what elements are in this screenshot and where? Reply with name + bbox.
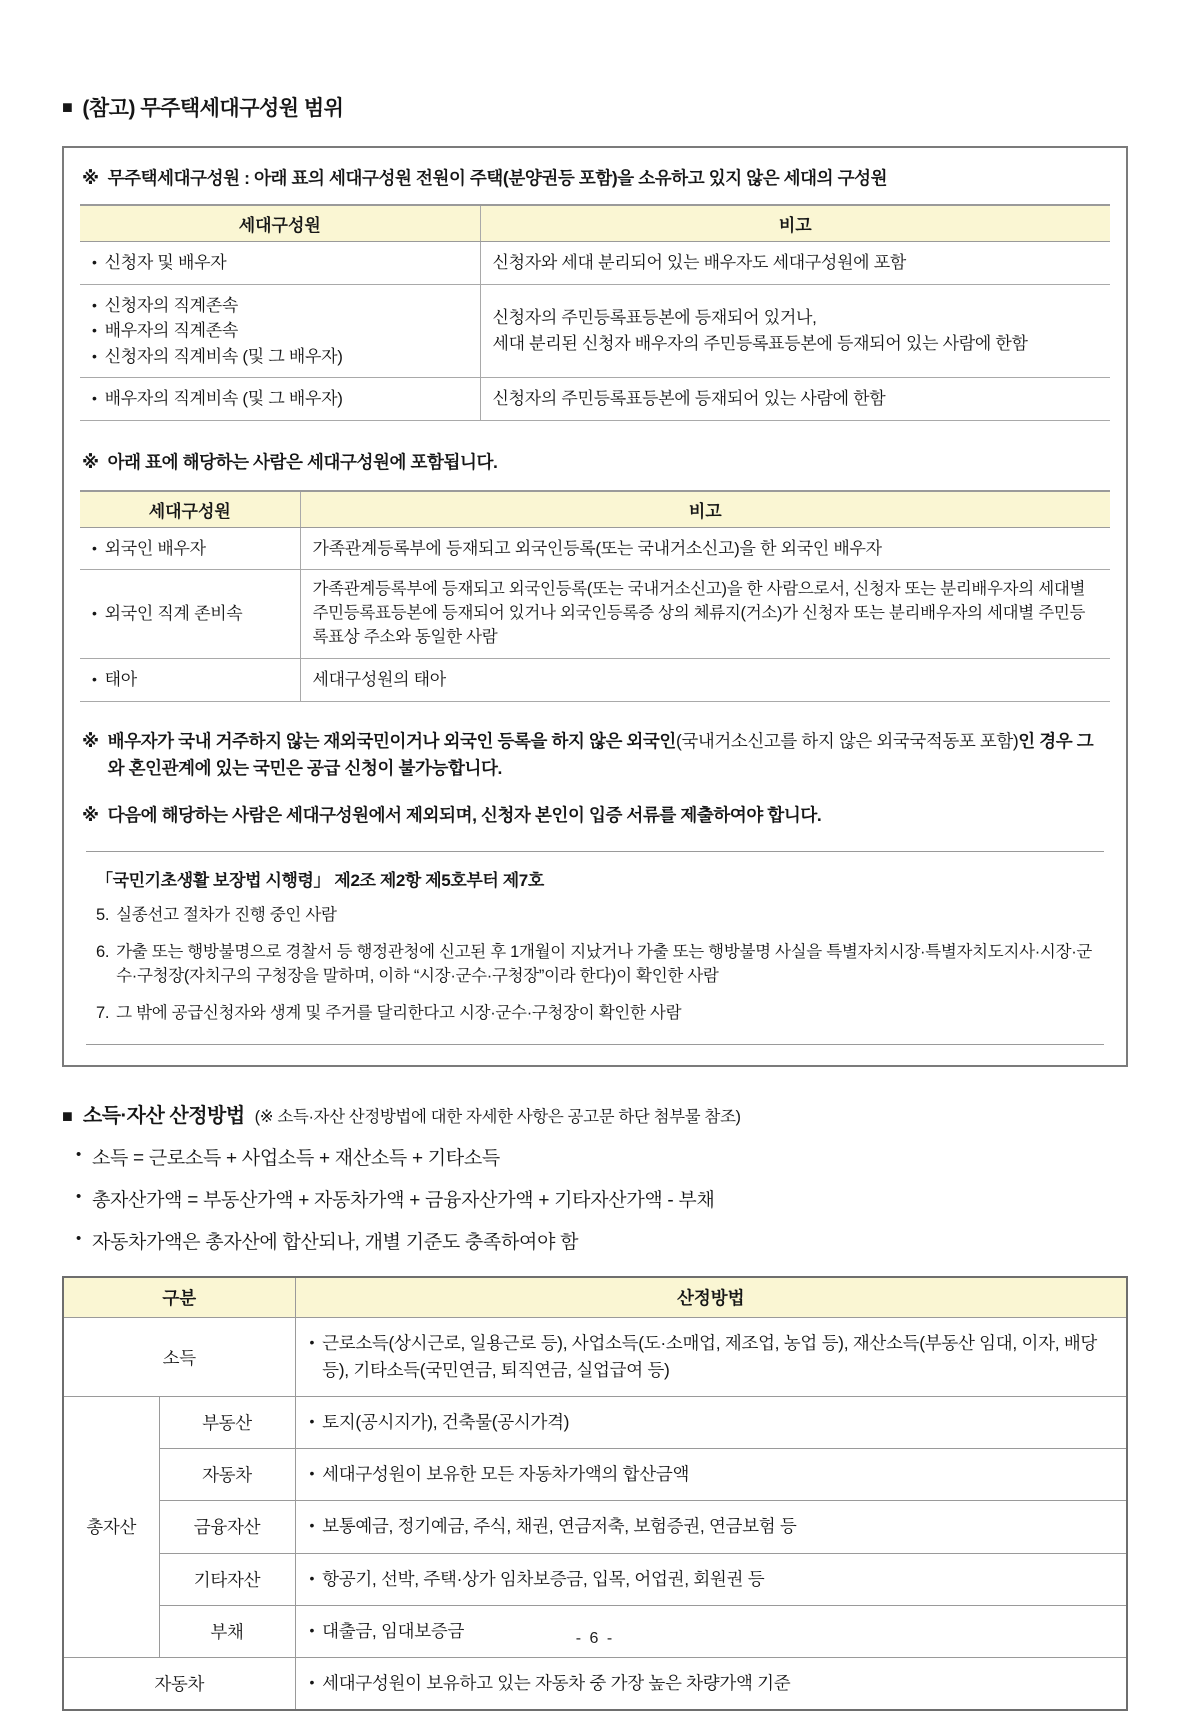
included-members-note: [82, 449, 1108, 476]
col-header-category: 구분: [63, 1277, 295, 1318]
asset-row: [63, 1397, 1127, 1449]
section2-subtitle: (※ 소득·자산 산정방법에 대한 자세한 사항은 공고문 하단 첨부물 참조): [254, 1107, 741, 1126]
bullet-icon: •: [309, 1333, 315, 1350]
reference-mark-icon: ※: [82, 730, 99, 751]
member-cell: [80, 570, 300, 659]
member-text: 태아: [104, 670, 137, 690]
included-members-text: 아래 표에 해당하는 사람은 세대구성원에 포함됩니다.: [107, 451, 498, 472]
member-cell: [80, 527, 300, 570]
member-line: [92, 601, 288, 627]
car-label: 자동차: [63, 1657, 295, 1710]
reference-mark-icon: ※: [82, 451, 99, 472]
bullet-item: [76, 1143, 1128, 1170]
bullet-icon: •: [309, 1621, 315, 1638]
note-segment-bold: 인 경우 그와 혼인관계에 있는 국민은 공급 신청이 불가능합니다.: [107, 730, 1094, 778]
excluded-members-text: 다음에 해당하는 사람은 세대구성원에서 제외되며, 신청자 본인이 입증 서류를 제출하여야 합니다.: [107, 804, 822, 825]
asset-desc: [295, 1397, 1127, 1449]
law-item-text: 가출 또는 행방불명으로 경찰서 등 행정관청에 신고된 후 1개월이 지났거나 가출 또는 행방불명 사실을 특별자치시장·특별자치도지사·시장·군수·구청장(자치구의 구청장을 말하며, 이하 “시장·군수·구청장”이라 한다)이 확인한 사람: [116, 942, 1093, 986]
law-item: [96, 940, 1094, 990]
car-row: [63, 1657, 1127, 1710]
bullet-icon: •: [92, 296, 97, 313]
member-text: 신청자의 직계존속: [104, 295, 239, 315]
desc-line: [310, 1566, 1113, 1593]
law-reference-block: [86, 851, 1104, 1045]
desc-line: [310, 1461, 1113, 1488]
bullet-icon: •: [309, 1517, 315, 1534]
table-header-row: [80, 205, 1110, 242]
bullet-icon: •: [92, 347, 97, 364]
desc-text: 근로소득(상시근로, 일용근로 등), 사업소득(도·소매업, 제조업, 농업 등), 재산소득(부동산 임대, 이자, 배당 등), 기타소득(국민연금, 퇴직연금, 실업급여 등): [322, 1332, 1098, 1381]
col-header-member: 세대구성원: [80, 205, 480, 242]
asset-sub-label: 금융자산: [159, 1501, 295, 1553]
col-header-member: 세대구성원: [80, 491, 300, 528]
asset-sub-label: 자동차: [159, 1449, 295, 1501]
car-desc: [295, 1657, 1127, 1710]
bullet-icon: •: [76, 1145, 81, 1163]
reference-mark-icon: ※: [82, 804, 99, 825]
table-row: [80, 284, 1110, 378]
member-line: [92, 344, 468, 370]
law-item-text: 그 밖에 공급신청자와 생계 및 주거를 달리한다고 시장·군수·구청장이 확인한 사람: [116, 1004, 682, 1023]
black-square-icon: ■: [62, 97, 73, 117]
desc-text: 항공기, 선박, 주택·상가 임차보증금, 입목, 어업권, 회원권 등: [322, 1568, 765, 1589]
included-member-table: [80, 490, 1110, 702]
asset-row: [63, 1553, 1127, 1605]
bullet-text: 소득 = 근로소득 + 사업소득 + 재산소득 + 기타소득: [91, 1147, 500, 1169]
desc-text: 토지(공시지가), 건축물(공시가격): [322, 1412, 570, 1433]
law-item-number: 5.: [96, 905, 110, 924]
desc-text: 세대구성원이 보유하고 있는 자동차 중 가장 높은 차량가액 기준: [322, 1672, 791, 1693]
reference-mark-icon: ※: [82, 168, 99, 188]
table-row: [80, 378, 1110, 421]
law-item-text: 실종선고 절차가 진행 중인 사람: [116, 905, 337, 924]
total-asset-label: 총자산: [63, 1397, 159, 1658]
table-row: [80, 527, 1110, 570]
note-text: 가족관계등록부에 등재되고 외국인등록(또는 국내거소신고)을 한 외국인 배우자: [312, 538, 882, 558]
bullet-icon: •: [92, 605, 97, 622]
law-item: [96, 1001, 1094, 1026]
foreign-spouse-note: [80, 728, 1110, 782]
member-line: [92, 667, 288, 693]
law-item-number: 7.: [96, 1004, 110, 1023]
member-cell: [80, 659, 300, 702]
income-row: [63, 1317, 1127, 1396]
desc-text: 세대구성원이 보유한 모든 자동차가액의 합산금액: [322, 1464, 690, 1485]
member-text: 신청자의 직계비속 (및 그 배우자): [104, 346, 343, 366]
bullet-icon: •: [92, 322, 97, 339]
box-intro-line: [80, 162, 1110, 204]
box-intro-text: 무주택세대구성원 : 아래 표의 세대구성원 전원이 주택(분양권등 포함)을 소유하고 있지 않은 세대의 구성원: [107, 168, 888, 188]
section2-title-text: 소득·자산 산정방법: [82, 1104, 245, 1127]
excluded-members-note: [80, 802, 1110, 829]
desc-text: 대출금, 임대보증금: [322, 1620, 465, 1641]
member-text: 배우자의 직계존속: [104, 321, 239, 341]
bullet-item: [76, 1185, 1128, 1212]
bullet-icon: •: [92, 539, 97, 556]
asset-sub-label: 부동산: [159, 1397, 295, 1449]
note-text: 신청자와 세대 분리되어 있는 배우자도 세대구성원에 포함: [492, 253, 906, 273]
bullet-icon: •: [76, 1187, 81, 1205]
bullet-icon: •: [92, 254, 97, 271]
table-header-row: [80, 491, 1110, 528]
member-cell: [80, 378, 480, 421]
law-item-number: 6.: [96, 942, 110, 961]
desc-line: [310, 1513, 1113, 1540]
member-cell: [80, 242, 480, 285]
asset-sub-label: 기타자산: [159, 1553, 295, 1605]
member-text: 외국인 직계 존비속: [104, 604, 243, 624]
col-header-note: 비고: [300, 491, 1110, 528]
member-line: [92, 318, 468, 344]
member-text: 외국인 배우자: [104, 538, 206, 558]
bullet-icon: •: [92, 671, 97, 688]
bullet-text: 자동차가액은 총자산에 합산되나, 개별 기준도 충족하여야 함: [91, 1231, 579, 1253]
note-text: 가족관계등록부에 등재되고 외국인등록(또는 국내거소신고)을 한 사람으로서, 신청자 또는 분리배우자의 세대별 주민등록표등본에 등재되어 있거나 외국인등록증 상의 체류지(거소)가 신청자 또는 분리배우자의 세대별 주민등록표상 주소와 동일한 사람: [312, 580, 1086, 647]
member-line: [92, 293, 468, 319]
bullet-text: 총자산가액 = 부동산가액 + 자동차가액 + 금융자산가액 + 기타자산가액 - 부채: [91, 1189, 715, 1211]
table-header-row: [63, 1277, 1127, 1318]
note-text: 세대구성원의 태아: [312, 670, 446, 690]
bullet-icon: •: [309, 1673, 315, 1690]
law-item: [96, 903, 1094, 928]
member-line: [92, 250, 468, 276]
section2-title: [62, 1099, 1128, 1128]
asset-row: [63, 1501, 1127, 1553]
desc-line: [310, 1330, 1113, 1384]
note-text: 신청자의 주민등록표등본에 등재되어 있는 사람에 한함: [492, 389, 886, 409]
col-header-note: 비고: [480, 205, 1110, 242]
calculation-bullet-list: [76, 1143, 1128, 1254]
member-line: [92, 386, 468, 412]
section1-title: [62, 92, 1128, 122]
desc-line: [310, 1409, 1113, 1436]
asset-desc: [295, 1553, 1127, 1605]
note-text: 신청자의 주민등록표등본에 등재되어 있거나,: [492, 308, 817, 328]
bullet-icon: •: [76, 1229, 81, 1247]
asset-desc: [295, 1501, 1127, 1553]
law-title: 「국민기초생활 보장법 시행령」 제2조 제2항 제5호부터 제7호: [96, 870, 544, 890]
desc-text: 보통예금, 정기예금, 주식, 채권, 연금저축, 보험증권, 연금보험 등: [322, 1516, 797, 1537]
note-segment-regular: (국내거소신고를 하지 않은 외국국적동포 포함): [675, 730, 1019, 751]
table-row: [80, 242, 1110, 285]
bullet-icon: •: [92, 390, 97, 407]
note-cell: [480, 242, 1110, 285]
foreign-spouse-text: [108, 728, 1108, 782]
household-member-table: [80, 204, 1110, 421]
section1-title-text: (참고) 무주택세대구성원 범위: [82, 97, 344, 120]
col-header-method: 산정방법: [295, 1277, 1127, 1318]
bullet-icon: •: [309, 1569, 315, 1586]
note-cell: [300, 570, 1110, 659]
member-line: [92, 536, 288, 562]
bullet-icon: •: [309, 1413, 315, 1430]
note-text: 세대 분리된 신청자 배우자의 주민등록표등본에 등재되어 있는 사람에 한함: [492, 333, 1028, 353]
desc-line: [310, 1670, 1113, 1697]
black-square-icon: ■: [62, 1105, 73, 1126]
asset-sub-label: 부채: [159, 1605, 295, 1657]
income-desc: [295, 1317, 1127, 1396]
bullet-item: [76, 1227, 1128, 1254]
income-label: 소득: [63, 1317, 295, 1396]
note-cell: [480, 284, 1110, 378]
member-text: 신청자 및 배우자: [104, 253, 227, 273]
member-cell: [80, 284, 480, 378]
note-cell: [300, 527, 1110, 570]
table-row: [80, 659, 1110, 702]
household-scope-box: [62, 146, 1128, 1067]
member-text: 배우자의 직계비속 (및 그 배우자): [104, 389, 343, 409]
note-cell: [480, 378, 1110, 421]
asset-row: [63, 1449, 1127, 1501]
asset-desc: [295, 1449, 1127, 1501]
page-number: - 6 -: [575, 1630, 615, 1647]
table-row: [80, 570, 1110, 659]
note-segment-bold: 배우자가 국내 거주하지 않는 재외국민이거나 외국인 등록을 하지 않은 외국인: [107, 730, 676, 751]
note-cell: [300, 659, 1110, 702]
bullet-icon: •: [309, 1465, 315, 1482]
